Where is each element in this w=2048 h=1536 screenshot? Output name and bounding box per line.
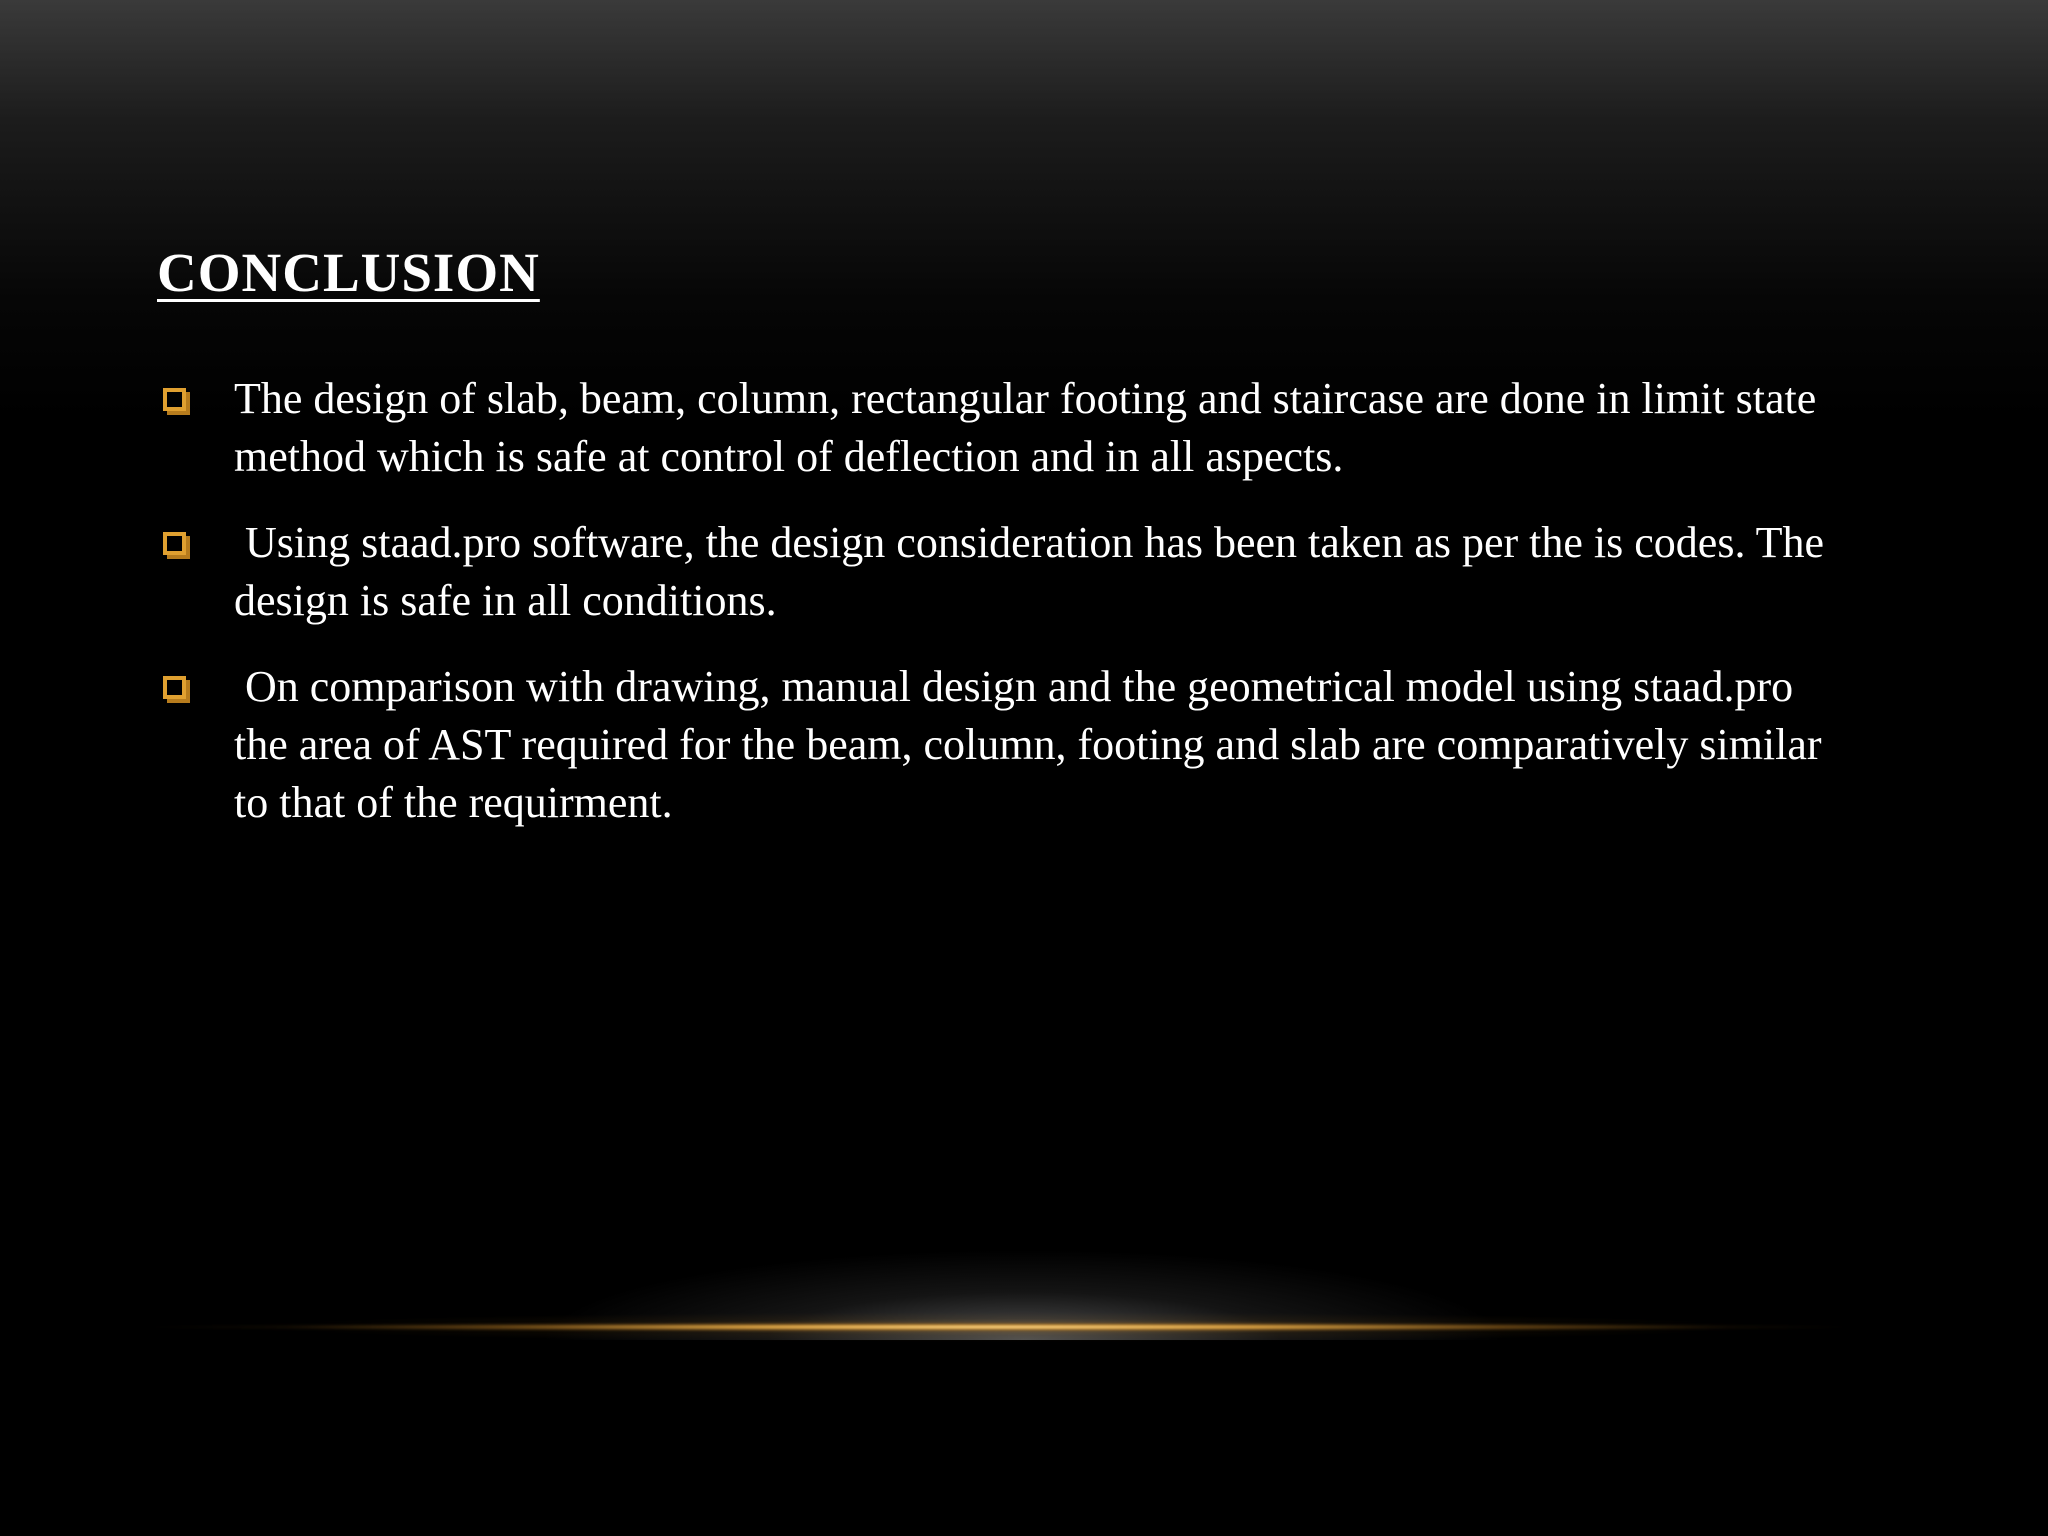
bullet-text: Using staad.pro software, the design consideration has been taken as per the is codes. The design is safe in all conditions. — [234, 518, 1836, 625]
bullet-item — [157, 370, 1857, 486]
gold-horizon-line — [140, 1322, 1860, 1332]
bullet-list — [157, 370, 1857, 860]
square-bullet-icon — [163, 388, 186, 411]
bullet-text: On comparison with drawing, manual design and the geometrical model using staad.pro the area of AST required for the beam, column, footing and slab are comparatively similar to that of the requirment. — [234, 662, 1833, 827]
square-bullet-icon — [163, 676, 186, 699]
bottom-light-glow — [384, 1140, 1664, 1340]
slide-title: CONCLUSION — [157, 242, 540, 303]
bullet-item — [157, 514, 1857, 630]
bullet-item — [157, 658, 1857, 832]
bullet-text: The design of slab, beam, column, rectangular footing and staircase are done in limit state method which is safe at control of deflection and in all aspects. — [234, 374, 1817, 481]
square-bullet-icon — [163, 532, 186, 555]
